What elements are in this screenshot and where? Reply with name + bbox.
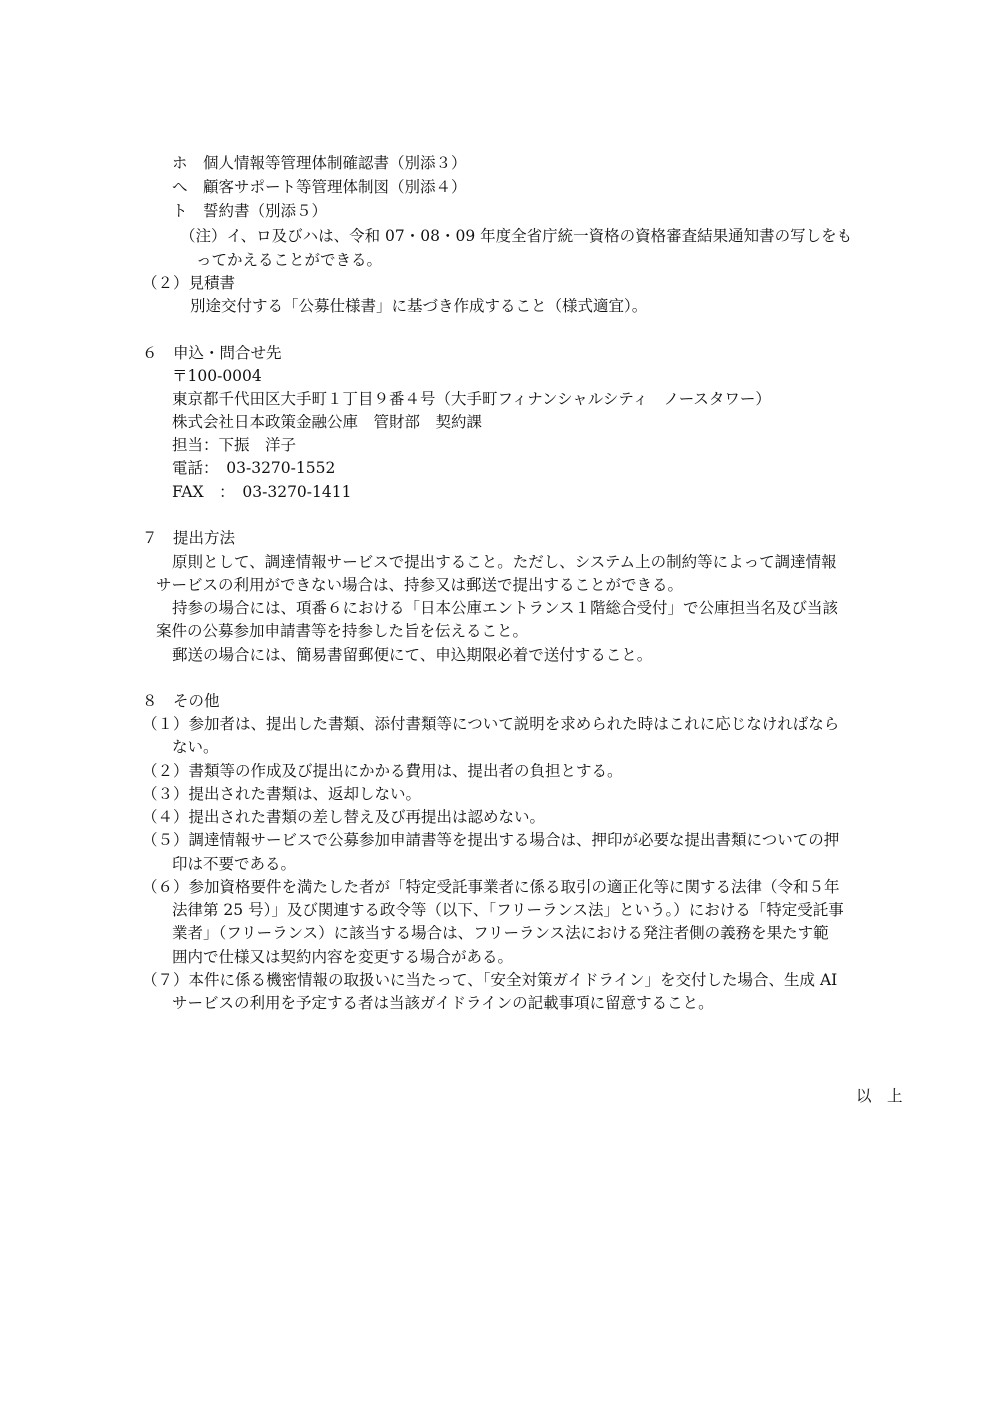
section7-p2-line-1: 持参の場合には、項番６における「日本公庫エントランス１階総合受付」で公庫担当名及び当該 <box>172 599 839 617</box>
section8-item1-line-2: ない。 <box>172 738 219 756</box>
note-line-1: （注）イ、ロ及びハは、令和 07・08・09 年度全省庁統一資格の資格審査結果通知書の写しをも <box>180 227 853 245</box>
section7-heading: ７ 提出方法 <box>142 529 236 547</box>
section8-item6-line-2: 法律第 25 号）」及び関連する政令等（以下、「フリーランス法」という。）における「特定受託事 <box>172 901 844 919</box>
section8-item5-line-2: 印は不要である。 <box>172 855 297 873</box>
section8-item7-line-1: （７）本件に係る機密情報の取扱いに当たって、「安全対策ガイドライン」を交付した場合、生成 AI <box>142 971 838 989</box>
section8-item6-line-3: 業者」（フリーランス）に該当する場合は、フリーランス法における発注者側の義務を果たす範 <box>172 924 829 942</box>
fax-number: FAX ： 03-3270-1411 <box>172 483 352 501</box>
section8-item7-line-2: サービスの利用を予定する者は当該ガイドラインの記載事項に留意すること。 <box>172 994 714 1012</box>
section7-p1-line-2: サービスの利用ができない場合は、持参又は郵送で提出することができる。 <box>156 576 684 594</box>
phone-number: 電話： 03-3270-1552 <box>172 459 336 477</box>
section8-item6-line-1: （６）参加資格要件を満たした者が「特定受託事業者に係る取引の適正化等に関する法律（令和５年 <box>142 878 840 896</box>
sub-item-to: ト 誓約書（別添５） <box>172 202 328 220</box>
section7-p2-line-2: 案件の公募参加申請書等を持参した旨を伝えること。 <box>156 622 529 640</box>
sub-item-ho: ホ 個人情報等管理体制確認書（別添３） <box>172 154 467 172</box>
section8-item4: （４）提出された書類の差し替え及び再提出は認めない。 <box>142 808 546 826</box>
sub-item-he: へ 顧客サポート等管理体制図（別添４） <box>172 178 467 196</box>
section8-item6-line-4: 囲内で仕様又は契約内容を変更する場合がある。 <box>172 948 514 966</box>
section8-item2: （２）書類等の作成及び提出にかかる費用は、提出者の負担とする。 <box>142 762 623 780</box>
section8-item5-line-1: （５）調達情報サービスで公募参加申請書等を提出する場合は、押印が必要な提出書類についての押 <box>142 831 840 849</box>
note-line-2: ってかえることができる。 <box>196 251 383 269</box>
postal-code: 〒100-0004 <box>172 367 262 385</box>
estimate-body: 別途交付する「公募仕様書」に基づき作成すること（様式適宜）。 <box>190 297 648 315</box>
section8-item1-line-1: （１）参加者は、提出した書類、添付書類等について説明を求められた時はこれに応じなければなら <box>142 715 840 733</box>
section7-p1-line-1: 原則として、調達情報サービスで提出すること。ただし、システム上の制約等によって調達情報 <box>172 553 837 571</box>
organization: 株式会社日本政策金融公庫 管財部 契約課 <box>172 413 483 431</box>
estimate-heading: （２）見積書 <box>142 274 236 292</box>
section8-heading: ８ その他 <box>142 692 220 710</box>
address: 東京都千代田区大手町１丁目９番４号（大手町フィナンシャルシティ ノースタワー） <box>172 390 771 408</box>
section6-heading: ６ 申込・問合せ先 <box>142 344 282 362</box>
contact-person: 担当：下振 洋子 <box>172 436 297 454</box>
closing-mark: 以 上 <box>856 1087 903 1105</box>
section8-item3: （３）提出された書類は、返却しない。 <box>142 785 422 803</box>
section7-p3: 郵送の場合には、簡易書留郵便にて、申込期限必着で送付すること。 <box>172 646 653 664</box>
